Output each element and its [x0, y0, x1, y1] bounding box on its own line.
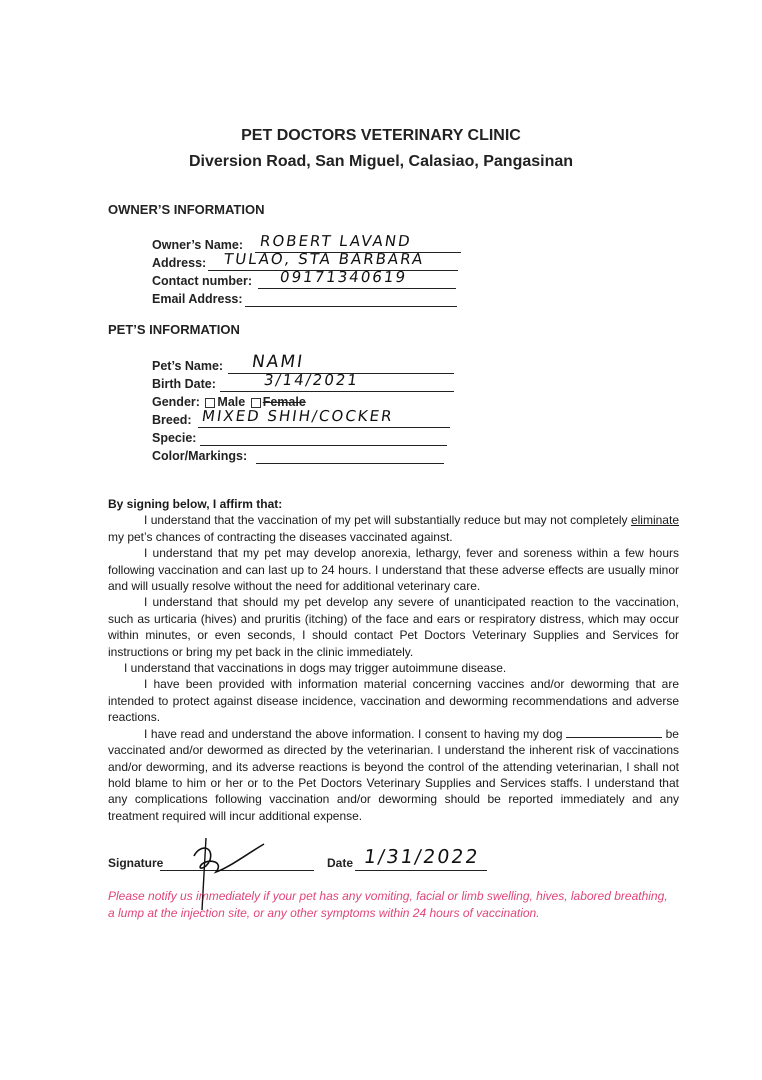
affirmation-paragraph-5: I have been provided with information material concerning vaccines and/or deworming that are intended to protect against disease incidence, vaccination and deworming recommendations and adverse reactions.	[108, 677, 679, 725]
pet-breed-value: MIXED SHIH/COCKER	[200, 407, 395, 425]
p1-underlined-word: eliminate	[630, 513, 679, 528]
owner-contact-line	[258, 288, 456, 289]
p1-text-a: I understand that the vaccination of my pet will substantially reduce but may not completely	[144, 513, 631, 528]
owner-section-heading: OWNER’S INFORMATION	[108, 202, 265, 217]
owner-contact-field	[152, 268, 409, 290]
owner-address-label: Address:	[152, 256, 207, 270]
affirmation-paragraph-1	[108, 512, 679, 545]
affirmation-paragraph-6	[108, 726, 679, 824]
owner-email-label: Email Address:	[152, 292, 243, 306]
post-vaccination-notice: Please notify us immediately if your pet has any vomiting, facial or limb swelling, hives, labored breathing, a lump at the injection site, or any other symptoms within 24 hours of vaccination.	[108, 889, 668, 920]
female-label: Female	[262, 395, 306, 409]
affirmation-paragraph-2: I understand that my pet may develop anorexia, lethargy, fever and soreness within a few hours following vaccination and can last up to 24 hours. I understand that these adverse effects are usually minor and will usually resolve without the need for additional veterinary care.	[108, 546, 679, 594]
pet-breed-label: Breed:	[152, 413, 192, 427]
affirmation-paragraph-4: I understand that vaccinations in dogs may trigger autoimmune disease.	[124, 661, 507, 676]
signature-row	[108, 856, 163, 870]
date-label: Date	[327, 856, 354, 870]
pet-birth-value: 3/14/2021	[262, 371, 361, 389]
affirmation-block	[108, 496, 679, 824]
owner-name-label: Owner’s Name:	[152, 238, 244, 252]
pet-name-label: Pet’s Name:	[152, 359, 224, 373]
clinic-address: Diversion Road, San Miguel, Calasiao, Pangasinan	[188, 153, 574, 170]
owner-contact-value: 09171340619	[278, 268, 409, 286]
clinic-name: PET DOCTORS VETERINARY CLINIC	[241, 127, 521, 144]
pet-section-heading: PET’S INFORMATION	[108, 322, 240, 337]
male-label: Male	[217, 395, 246, 409]
signature-label: Signature	[108, 856, 164, 870]
owner-contact-label: Contact number:	[152, 274, 252, 288]
affirmation-heading: By signing below, I affirm that:	[108, 497, 283, 511]
pet-color-label: Color/Markings:	[152, 449, 248, 463]
pet-breed-field	[152, 407, 395, 429]
pet-specie-label: Specie:	[152, 431, 197, 445]
pet-color-line	[256, 463, 444, 464]
p6-text-a: I have read and understand the above information. I consent to having my dog	[144, 726, 567, 741]
date-line	[355, 870, 487, 871]
pet-specie-field	[152, 429, 196, 447]
pet-color-field	[152, 447, 247, 465]
p6-text-b: be vaccinated and/or dewormed as directed by the veterinarian. I understand the inherent risk of vaccinations and/or deworming, and its adverse reactions is beyond the control of the attending veterinarian, I shall not hold blame to him or her or to the Pet Doctors Veterinary Supplies and Services staffs. I understand that any complications following vaccination and/or deworming should be reported immediately and any treatment required will incur additional expense.	[108, 726, 679, 823]
pet-name-field	[152, 352, 306, 375]
pet-name-value: NAMI	[250, 352, 306, 372]
pet-gender-label: Gender:	[152, 395, 200, 409]
date-value: 1/31/2022	[362, 846, 481, 868]
dog-name-blank	[566, 727, 662, 738]
p1-text-b: my pet’s chances of contracting the diseases vaccinated against.	[108, 529, 453, 544]
owner-email-line	[245, 306, 457, 307]
pet-specie-line	[200, 445, 447, 446]
pet-birth-field	[152, 371, 361, 393]
pet-birth-label: Birth Date:	[152, 377, 216, 391]
owner-name-value: ROBERT LAVAND	[258, 232, 413, 250]
pet-breed-line	[198, 427, 450, 428]
pet-birth-line	[220, 391, 454, 392]
owner-address-value: TULAO, STA BARBARA	[222, 250, 426, 268]
owner-address-field	[152, 250, 426, 272]
affirmation-paragraph-3: I understand that should my pet develop any severe of unanticipated reaction to the vaccination, such as urticaria (hives) and pruritis (itching) of the face and ears or respiratory distress, which may occur within minutes, or even seconds, I should contact Pet Doctors Veterinary Supplies and Services for instructions or bring my pet back in the clinic immediately.	[108, 595, 679, 659]
owner-email-field	[152, 290, 243, 308]
